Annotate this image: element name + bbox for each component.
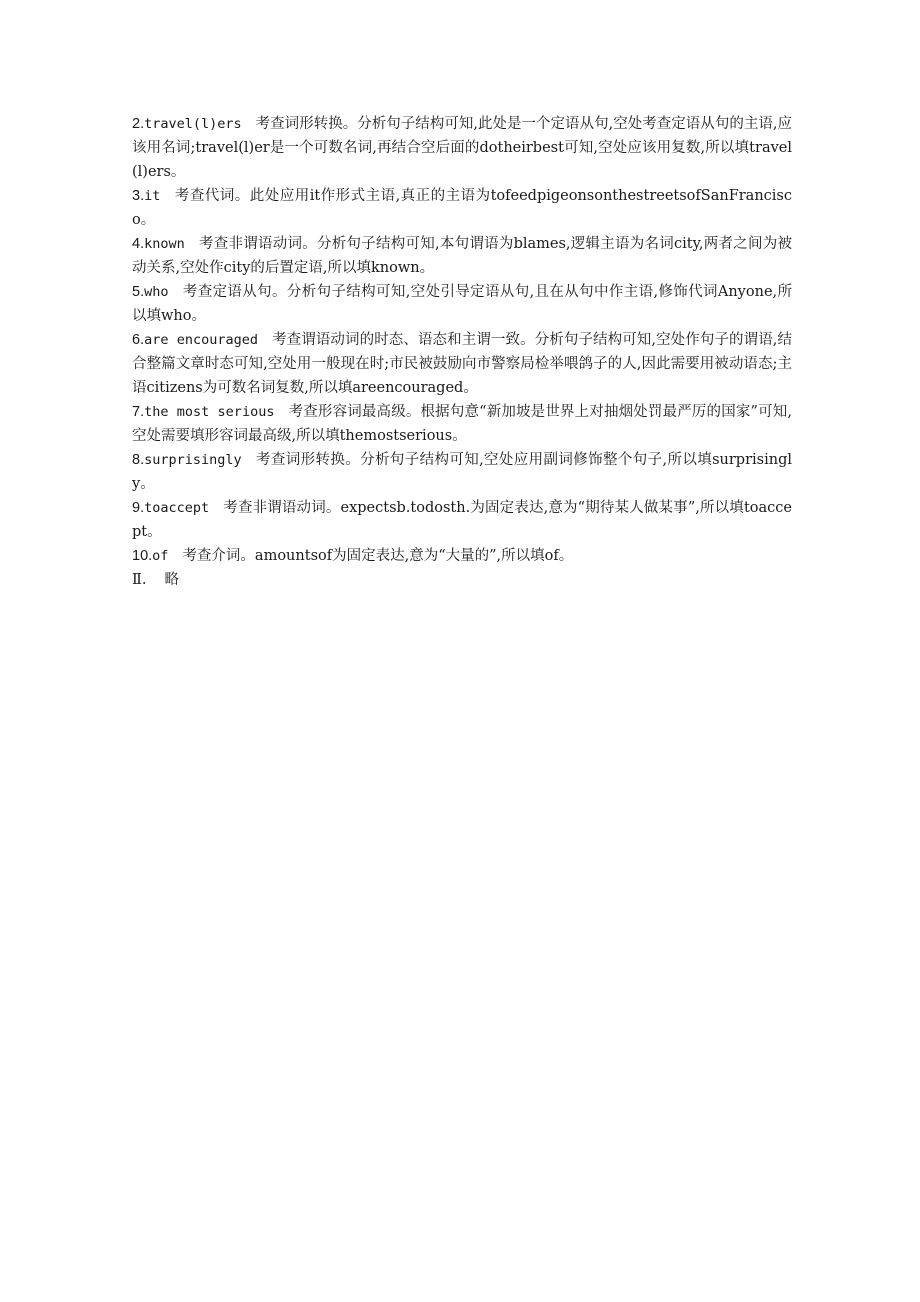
item-explanation: 考查定语从句。分析句子结构可知,空处引导定语从句,且在从句中作主语,修饰代词Anyone,所以填who。: [132, 284, 792, 324]
item-answer: who: [144, 284, 169, 300]
item-number: 6.: [132, 332, 145, 348]
item-answer: of: [152, 548, 169, 564]
item-explanation: 考查词形转换。分析句子结构可知,空处应用副词修饰整个句子,所以填surprisingly。: [132, 452, 792, 492]
item-answer: it: [144, 188, 161, 204]
item-number: 9.: [132, 500, 145, 516]
section-ii: [132, 568, 792, 592]
item-number: 10.: [132, 548, 153, 564]
item-number: 7.: [132, 404, 145, 420]
item-explanation: 考查非谓语动词。expectsb.todosth.为固定表达,意为“期待某人做某事”,所以填toaccept。: [132, 500, 792, 540]
answer-item-5: [132, 280, 792, 328]
answer-item-9: [132, 496, 792, 544]
section-ii-text: 略: [164, 572, 179, 588]
item-explanation: 考查形容词最高级。根据句意“新加坡是世界上对抽烟处罚最严厉的国家”可知,空处需要填形容词最高级,所以填themostserious。: [132, 404, 792, 444]
item-answer: toaccept: [144, 500, 210, 516]
item-explanation: 考查词形转换。分析句子结构可知,此处是一个定语从句,空处考查定语从句的主语,应该用名词;travel(l)er是一个可数名词,再结合空后面的dotheirbest可知,空处应该用复数,所以填travel(l)ers。: [132, 116, 792, 180]
item-explanation: 考查介词。amountsof为固定表达,意为“大量的”,所以填of。: [182, 548, 574, 564]
answer-item-4: [132, 232, 792, 280]
item-explanation: 考查谓语动词的时态、语态和主谓一致。分析句子结构可知,空处作句子的谓语,结合整篇文章时态可知,空处用一般现在时;市民被鼓励向市警察局检举喂鸽子的人,因此需要用被动语态;主语citizens为可数名词复数,所以填areencouraged。: [132, 332, 793, 396]
answer-item-3: [132, 184, 792, 232]
item-answer: known: [144, 236, 185, 252]
item-number: 4.: [132, 236, 145, 252]
section-ii-label: Ⅱ.: [132, 572, 147, 588]
answer-item-2: [132, 112, 792, 184]
item-answer: are encouraged: [144, 332, 258, 348]
answer-key: [132, 112, 792, 592]
item-explanation: 考查非谓语动词。分析句子结构可知,本句谓语为blames,逻辑主语为名词city,两者之间为被动关系,空处作city的后置定语,所以填known。: [132, 236, 792, 276]
item-answer: the most serious: [144, 404, 275, 420]
item-explanation: 考查代词。此处应用it作形式主语,真正的主语为tofeedpigeonsonthestreetsofSanFrancisco。: [132, 188, 792, 228]
answer-item-7: [132, 400, 792, 448]
item-number: 2.: [132, 116, 145, 132]
item-number: 5.: [132, 284, 145, 300]
answer-item-10: [132, 544, 792, 568]
answer-item-8: [132, 448, 792, 496]
item-answer: travel(l)ers: [144, 116, 242, 132]
item-answer: surprisingly: [144, 452, 242, 468]
item-number: 3.: [132, 188, 145, 204]
answer-item-6: [132, 328, 792, 400]
item-number: 8.: [132, 452, 145, 468]
